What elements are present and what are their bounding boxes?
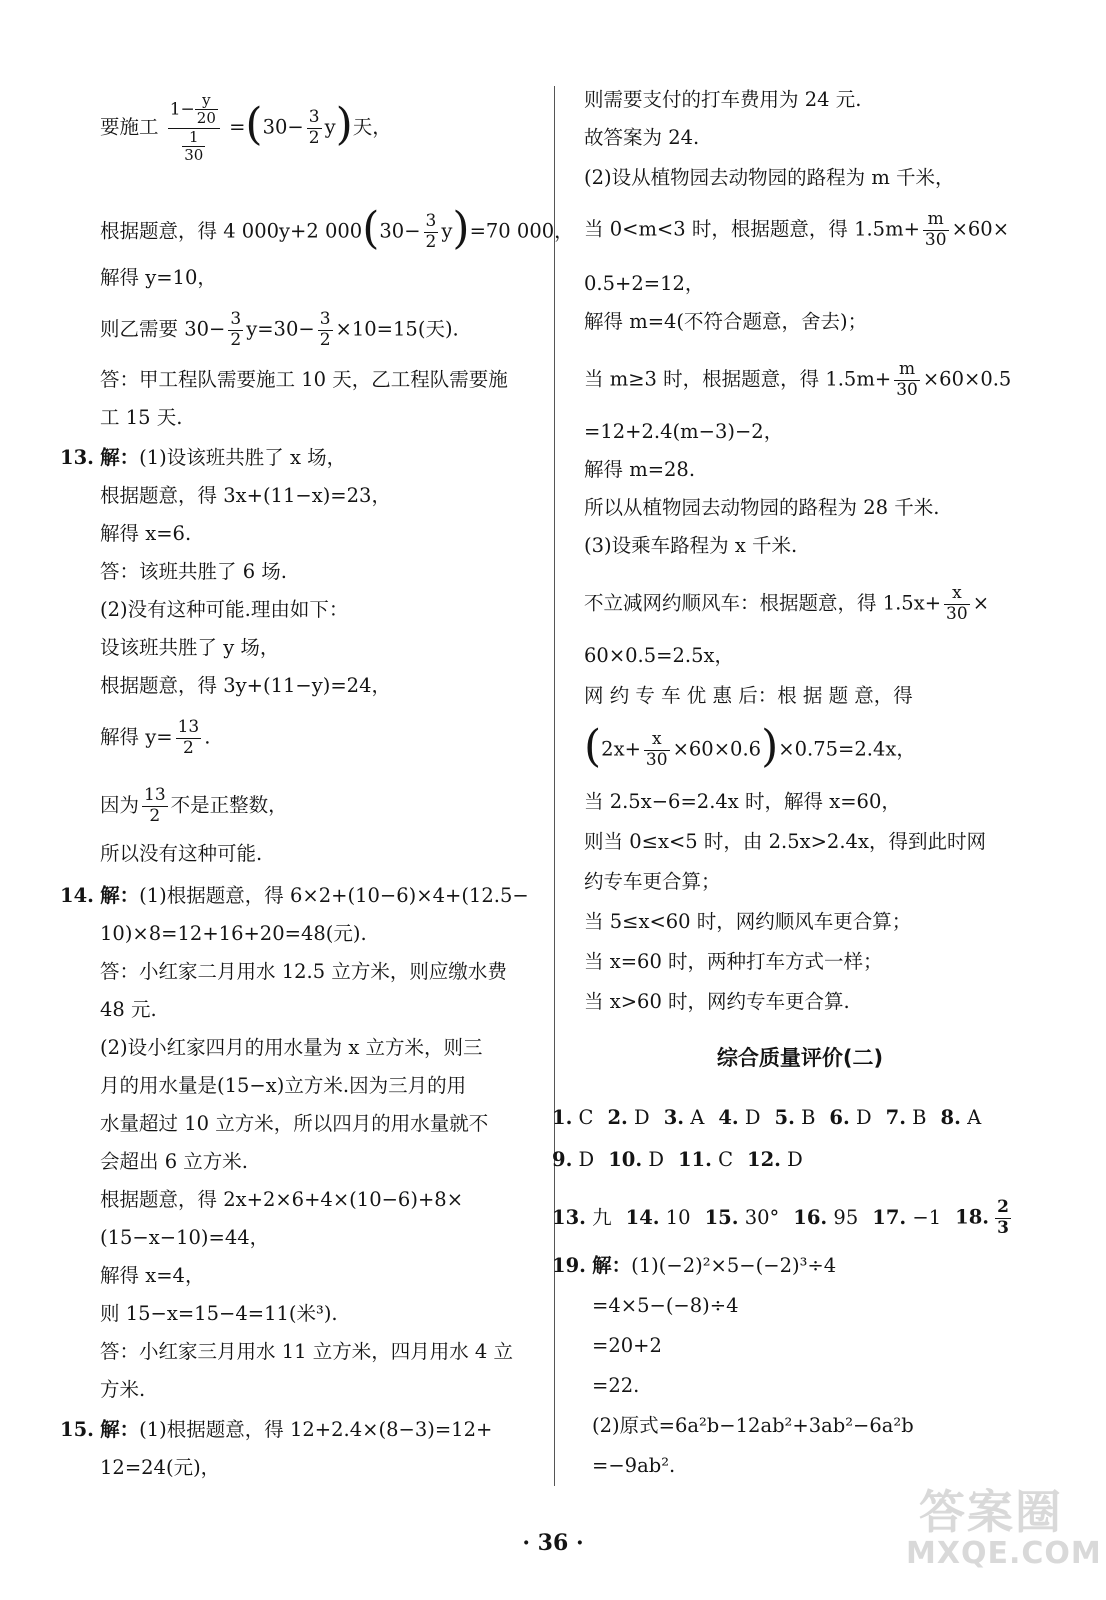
answer-item: [678, 1148, 733, 1171]
answer-number: 13.: [552, 1205, 586, 1229]
answer-value: B: [905, 1106, 927, 1129]
answer-item: [747, 1148, 803, 1171]
text-line: (2)没有这种可能.理由如下：: [100, 598, 349, 621]
text-line: 所以没有这种可能.: [100, 842, 263, 865]
section-title: 综合质量评价(二): [716, 1046, 884, 1070]
answers-row-1: [552, 1106, 995, 1129]
answer-value: D: [572, 1148, 595, 1171]
answer-value: B: [794, 1106, 816, 1129]
answer-number: 4.: [718, 1106, 739, 1129]
text-line: 根据题意，得 2x+2×6+4×(10−6)+8×: [100, 1188, 464, 1211]
text-line: (2)设从植物园去动物园的路程为 m 千米，: [584, 166, 955, 189]
q14-line-1: 14. 解：(1)根据题意，得 6×2+(10−6)×4+(12.5−: [60, 884, 529, 907]
answer-number: 16.: [793, 1205, 828, 1229]
answer-number: 1.: [552, 1106, 573, 1129]
answer-value: D: [642, 1148, 664, 1171]
text-line: 所以从植物园去动物园的路程为 28 千米.: [584, 496, 940, 519]
answer-value: 九: [585, 1205, 612, 1229]
text-line: (15−x−10)=44，: [100, 1226, 270, 1249]
answer-item: [552, 1106, 593, 1129]
q13-line-1: 13. 解：(1)设该班共胜了 x 场，: [60, 446, 347, 469]
text-line: =12+2.4(m−3)−2，: [584, 420, 784, 443]
answer-value: D: [849, 1106, 872, 1129]
text-line: 方米.: [100, 1378, 146, 1401]
text-line: 答：甲工程队需要施工 10 天，乙工程队需要施: [100, 368, 508, 391]
text-line: 60×0.5=2.5x，: [584, 644, 735, 667]
text-line: 解得 x=4，: [100, 1264, 205, 1287]
text-line: 48 元.: [100, 998, 157, 1021]
text-line: 则当 0≤x<5 时，由 2.5x>2.4x，得到此时网: [584, 830, 986, 853]
text-line: 工 15 天.: [100, 406, 183, 429]
answer-value: D: [627, 1106, 650, 1129]
text-line: 约专车更合算；: [584, 870, 721, 893]
answer-number: 14.: [625, 1205, 660, 1229]
answer-item: [886, 1106, 927, 1129]
answer-item: [626, 1206, 691, 1229]
text-line: 故答案为 24.: [584, 126, 700, 149]
answer-value: 10: [659, 1205, 691, 1229]
text-line: 解得 y=10，: [100, 266, 217, 289]
text-line: =4×5−(−8)÷4: [592, 1294, 739, 1317]
line-fraction-days: 要施工 1− $\frac{y}{20}$ $\frac{1}{30}$ =(30− $\frac{3}{2}$ y)天，: [100, 91, 392, 164]
text-line: 月的用水量是(15−x)立方米.因为三月的用: [100, 1074, 467, 1097]
q19-line-1: 19. 解：(1)(−2)²×5−(−2)³÷4: [552, 1254, 837, 1277]
answer-item: [552, 1148, 594, 1171]
line-fraction-y: 解得 y= $\frac{13}{2}$ .: [100, 717, 211, 758]
text-line: 当 2.5x−6=2.4x 时，解得 x=60，: [584, 790, 901, 813]
text-line: 当 x>60 时，网约专车更合算.: [584, 990, 850, 1013]
q15-line-1: 15. 解：(1)根据题意，得 12+2.4×(8−3)=12+: [60, 1418, 493, 1441]
answer-number: 5.: [774, 1106, 795, 1129]
text-line: 设该班共胜了 y 场，: [100, 636, 280, 659]
text-line: (3)设乘车路程为 x 千米.: [584, 534, 798, 557]
left-column: [60, 0, 574, 1520]
answer-value: A: [684, 1106, 705, 1129]
answer-value: D: [780, 1148, 803, 1171]
answer-number: 8.: [940, 1106, 961, 1129]
text-line: 解得 x=6.: [100, 522, 192, 545]
text-line: (2)原式=6a²b−12ab²+3ab²−6a²b: [592, 1414, 914, 1437]
text-line: 网 约 专 车 优 惠 后：根 据 题 意，得: [584, 684, 913, 707]
answer-number: 9.: [552, 1148, 573, 1171]
text-line: 根据题意，得 3y+(11−y)=24，: [100, 674, 391, 697]
answer-value: 95: [827, 1205, 859, 1229]
line-equation-cost: 根据题意，得 4 000y+2 000(30− $\frac{3}{2}$ y)=70 000，: [100, 202, 574, 254]
answer-number: 6.: [829, 1106, 850, 1129]
line-fraction-x2: (2x+ $\frac{x}{30}$ ×60×0.6)×0.75=2.4x，: [584, 720, 916, 772]
answer-item: [552, 1206, 612, 1229]
answer-number: 15.: [704, 1205, 739, 1229]
answer-item: [941, 1106, 982, 1129]
text-line: 12=24(元)，: [100, 1456, 221, 1479]
answer-number: 7.: [885, 1106, 906, 1129]
answer-item: [608, 1148, 664, 1171]
text-line: 答：小红家二月用水 12.5 立方米，则应缴水费: [100, 960, 507, 983]
text-line: 会超出 6 立方米.: [100, 1150, 249, 1173]
answer-value: 30°: [738, 1205, 780, 1229]
text-line: 0.5+2=12，: [584, 272, 705, 295]
text-line: =20+2: [592, 1334, 662, 1357]
answer-item: [793, 1206, 858, 1229]
answer-item: [718, 1106, 760, 1129]
text-line: 水量超过 10 立方米，所以四月的用水量就不: [100, 1112, 489, 1135]
answer-item: [872, 1206, 941, 1229]
text-line: =22.: [592, 1374, 640, 1397]
answer-number: 11.: [677, 1148, 712, 1171]
line-fraction-m2: 当 m≥3 时，根据题意，得 1.5m+ $\frac{m}{30}$ ×60×0.5: [584, 359, 1012, 400]
answer-number: 17.: [872, 1205, 907, 1229]
answer-value: A: [960, 1106, 982, 1129]
line-fraction-x1: 不立减网约顺风车：根据题意，得 1.5x+ $\frac{x}{30}$ ×: [584, 583, 990, 624]
right-column: [552, 0, 1030, 1520]
answer-number: 2.: [607, 1106, 628, 1129]
answers-row-3: 13. 九 14. 10 15. 30° 16. 95 17. −1 18. $\frac{2}{3}$: [552, 1197, 1009, 1238]
answer-value: C: [572, 1106, 594, 1129]
answers-row-2: [552, 1148, 817, 1171]
line-yi-days: 则乙需要 30− $\frac{3}{2}$ y=30− $\frac{3}{2}$ ×10=15(天).: [100, 309, 459, 350]
answer-number: 3.: [663, 1106, 685, 1129]
answer-number: 10.: [608, 1148, 643, 1171]
compound-fraction: 1− $\frac{y}{20}$ $\frac{1}{30}$: [168, 92, 220, 164]
answer-item: [829, 1106, 871, 1129]
text-line: (2)设小红家四月的用水量为 x 立方米，则三: [100, 1036, 483, 1059]
answer-value: −1: [906, 1205, 942, 1229]
text-line: 解得 m=28.: [584, 458, 696, 481]
text-line: 答：该班共胜了 6 场.: [100, 560, 288, 583]
text-line: 根据题意，得 3x+(11−x)=23，: [100, 484, 391, 507]
answer-number: 12.: [747, 1148, 781, 1171]
line-fraction-m1: 当 0<m<3 时，根据题意，得 1.5m+ $\frac{m}{30}$ ×60×: [584, 209, 1010, 250]
text-line: 解得 m=4(不符合题意，舍去)；: [584, 310, 868, 333]
text-line: 则 15−x=15−4=11(米³).: [100, 1302, 338, 1325]
text-line: =−9ab².: [592, 1454, 676, 1477]
text-line: 当 x=60 时，两种打车方式一样；: [584, 950, 883, 973]
answer-item: [705, 1206, 780, 1229]
text-line: 则需要支付的打车费用为 24 元.: [584, 88, 862, 111]
watermark-logo: 答案圈 MXQE.COM: [906, 1485, 1102, 1571]
answer-value: C: [711, 1148, 734, 1171]
line-fraction-because: 因为 $\frac{13}{2}$ 不是正整数，: [100, 785, 288, 826]
text-line: 当 5≤x<60 时，网约顺风车更合算；: [584, 910, 912, 933]
answer-item: [775, 1106, 816, 1129]
text-line: 10)×8=12+16+20=48(元).: [100, 922, 367, 945]
answer-value: D: [738, 1106, 761, 1129]
answer-item: [664, 1106, 705, 1129]
text-line: 答：小红家三月用水 11 立方米，四月用水 4 立: [100, 1340, 514, 1363]
answer-item: [607, 1106, 649, 1129]
page-number: · 36 ·: [522, 1530, 584, 1556]
